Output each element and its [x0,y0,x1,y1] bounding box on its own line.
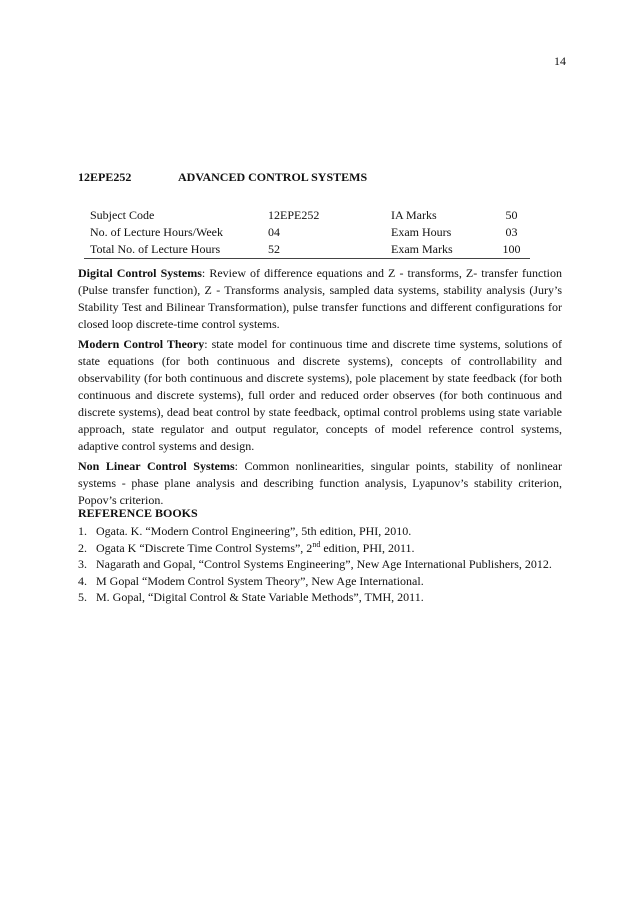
list-item-number: 3. [78,557,87,571]
list-item-number: 4. [78,573,87,588]
course-title: ADVANCED CONTROL SYSTEMS [178,170,368,184]
superscript: nd [312,539,321,549]
references-list [78,523,562,606]
list-item-text: M Gopal “Modem Control System Theory”, New Age International. [96,573,424,588]
table-row [84,207,530,224]
meta-value: 04 [268,225,280,239]
references-title: REFERENCE BOOKS [78,506,198,520]
list-item-text: edition, PHI, 2011. [320,540,415,555]
list-item-text: M. Gopal, “Digital Control & State Variable Methods”, TMH, 2011. [96,590,424,604]
section-title: Modern Control Theory [78,337,205,351]
table-row [84,224,530,241]
list-item-text: Nagarath and Gopal, “Control Systems Engineering”, New Age International Publishers, 2012. [96,557,552,571]
course-code: 12EPE252 [78,170,132,184]
syllabus-body [78,265,562,512]
list-item [78,523,562,540]
section-title: Non Linear Control Systems [78,459,235,473]
section-digital-control [78,265,562,333]
list-item [78,540,562,557]
list-item-number: 5. [78,590,87,604]
section-text: : Common nonlinearities, singular points, stability of nonlinear systems - phase plane analysis and describing function analysis, Lyapunov’s stability criterion, Popov’s criterion. [78,459,562,507]
meta-label: IA Marks [391,208,437,222]
list-item [78,589,562,606]
list-item-text: Ogata. K. “Modern Control Engineering”, 5th edition, PHI, 2010. [96,524,412,538]
meta-value: 50 [505,208,518,222]
section-text: : state model for continuous time and discrete time systems, solutions of state equations (for both continuous and discrete systems), concepts of controllability and observability (for both continuous and discrete systems), pole placement by state feedback (for both continuous and discrete systems), full order and reduced order observes (for both continuous and discrete systems), dead beat control by state feedback, optimal control problems using state variable approach, state regulator and output regulator, concepts of model reference control systems, adaptive control systems and design. [78,337,562,453]
list-item-number: 2. [78,540,87,555]
page-number: 14 [554,54,566,68]
course-heading [78,170,367,185]
meta-value: 12EPE252 [268,208,320,222]
list-item [78,573,562,590]
meta-value: 03 [505,225,518,239]
meta-label: Subject Code [90,208,155,222]
list-item-number: 1. [78,524,87,538]
meta-value: 52 [262,241,385,259]
meta-label: No. of Lecture Hours/Week [90,225,223,239]
section-nonlinear-control [78,458,562,509]
section-modern-control [78,336,562,455]
list-item [78,556,562,573]
meta-label: Exam Marks [385,241,487,259]
section-text: : Review of difference equations and Z - transforms, Z- transfer function (Pulse transfer function), Z - Transforms analysis, sampled data systems, stability analysis (Jury’s Stability Test and Bilinear Transformation), pulse transfer functions and different configurations for closed loop discrete-time control systems. [78,266,562,331]
meta-label: Exam Hours [391,225,452,239]
section-title: Digital Control Systems [78,266,202,280]
meta-label: Total No. of Lecture Hours [84,241,262,259]
course-meta-table [84,207,530,259]
meta-value: 100 [487,241,530,259]
table-row [84,241,530,259]
list-item-text: Ogata K “Discrete Time Control Systems”, 2 [96,540,313,555]
